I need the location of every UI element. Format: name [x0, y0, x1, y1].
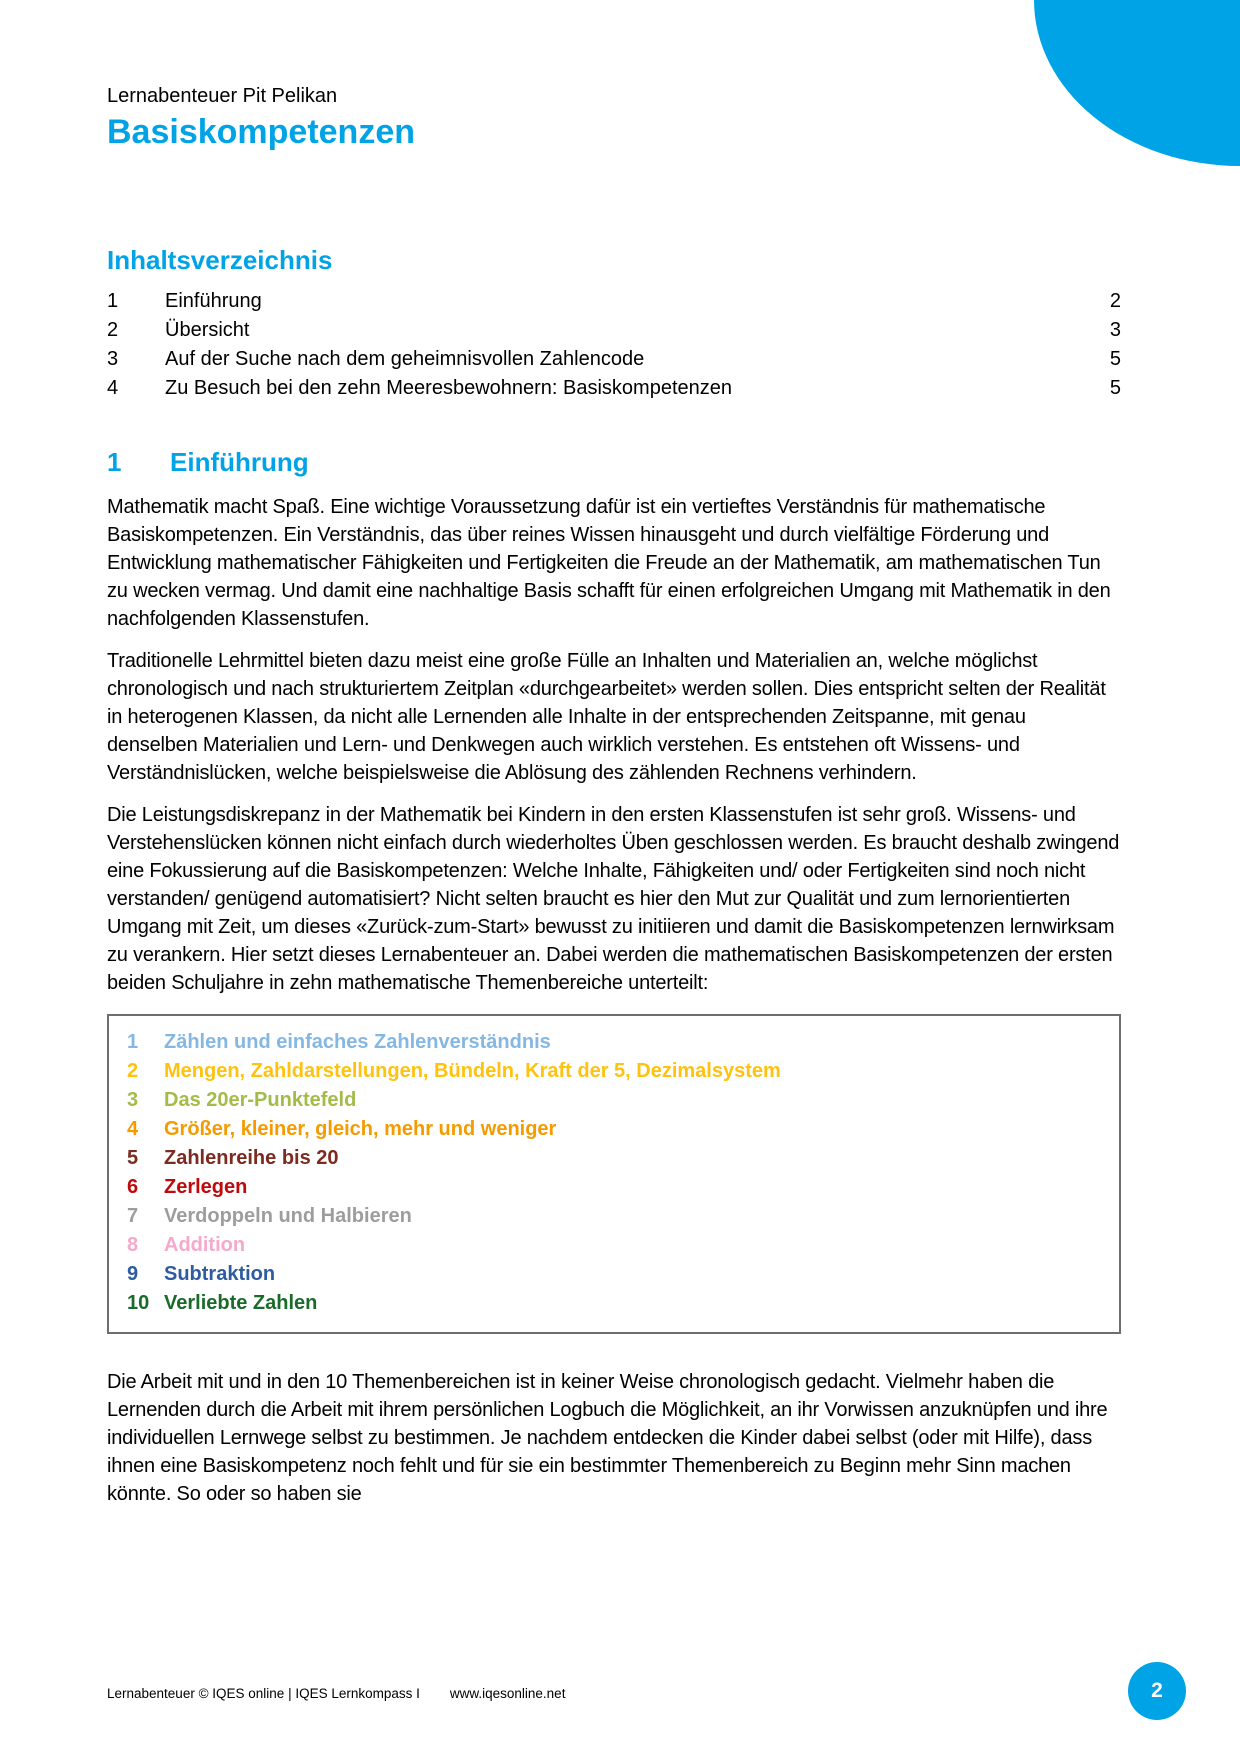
body-paragraph: Mathematik macht Spaß. Eine wichtige Voraussetzung dafür ist ein vertieftes Verständnis für mathematische Basiskompetenzen. Ein Verständnis, das über reines Wissen hinausgeht und durch vielfältige Förderung und Entwicklung mathematischer Fähigkeiten und Fertigkeiten die Freude an der Mathematik, am mathematischen Tun zu wecken vermag. Und damit eine nachhaltige Basis schafft für einen erfolgreichen Umgang mit Mathematik in den nachfolgenden Klassenstufen. [107, 496, 1111, 630]
toc-entry-page: 5 [1109, 348, 1121, 370]
topic-item [127, 1086, 1101, 1115]
toc-entry-page: 2 [1109, 290, 1121, 312]
topic-number: 7 [127, 1205, 139, 1227]
table-of-contents [107, 287, 1121, 403]
section-title: Einführung [170, 447, 309, 477]
body-paragraph: Die Arbeit mit und in den 10 Themenbereichen ist in keiner Weise chronologisch gedacht. Vielmehr haben die Lernenden durch die Arbeit mit ihrem persönlichen Logbuch die Möglichkeit, an ihr Vorwissen anzuknüpfen und ihre individuellen Lernwege selbst zu bestimmen. Je nachdem entdecken die Kinder dabei selbst (oder mit Hilfe), dass ihnen eine Basiskompetenz noch fehlt und für sie ein bestimmter Themenbereich zu Beginn mehr Sinn machen könnte. So oder so haben sie [107, 1371, 1108, 1505]
topic-number: 3 [127, 1089, 139, 1111]
topic-number: 2 [127, 1060, 139, 1082]
toc-entry-label: Einführung [165, 290, 262, 312]
topic-label: Mengen, Zahldarstellungen, Bündeln, Kraft der 5, Dezimalsystem [164, 1060, 781, 1082]
toc-entry [107, 287, 1121, 316]
topic-item [127, 1260, 1101, 1289]
toc-entry [107, 374, 1121, 403]
document-title: Basiskompetenzen [107, 113, 415, 151]
topic-label: Verdoppeln und Halbieren [164, 1205, 412, 1227]
topic-label: Zählen und einfaches Zahlenverständnis [164, 1031, 551, 1053]
toc-entry-label: Übersicht [165, 319, 250, 341]
topic-item [127, 1173, 1101, 1202]
toc-entry-number: 4 [107, 377, 119, 399]
toc-entry-number: 2 [107, 319, 119, 341]
footer-credit: Lernabenteuer © IQES online | IQES Lernkompass I [107, 1686, 420, 1701]
topic-item [127, 1231, 1101, 1260]
topic-label: Subtraktion [164, 1263, 276, 1285]
topic-item [127, 1289, 1101, 1318]
body-paragraph: Traditionelle Lehrmittel bieten dazu meist eine große Fülle an Inhalten und Materialien an, welche möglichst chronologisch und nach strukturiertem Zeitplan «durchgearbeitet» werden sollen. Dies entspricht selten der Realität in heterogenen Klassen, da nicht alle Lernenden alle Inhalte in der entsprechenden Zeitspanne, mit genau denselben Materialien und Lern- und Denkwegen auch wirklich verstehen. Es entstehen oft Wissens- und Verständnislücken, welche beispielsweise die Ablösung des zählenden Rechnens verhindern. [107, 650, 1106, 784]
toc-entry-page: 3 [1109, 319, 1121, 341]
topic-label: Addition [164, 1234, 246, 1256]
topic-number: 5 [127, 1147, 139, 1169]
topic-label: Verliebte Zahlen [164, 1292, 318, 1314]
topic-item [127, 1057, 1101, 1086]
document-kicker: Lernabenteuer Pit Pelikan [107, 85, 338, 107]
toc-entry-label: Zu Besuch bei den zehn Meeresbewohnern: Basiskompetenzen [165, 377, 733, 399]
page-footer [107, 1686, 565, 1702]
topic-label: Zahlenreihe bis 20 [164, 1147, 339, 1169]
toc-heading: Inhaltsverzeichnis [107, 245, 333, 275]
section-heading [107, 447, 1121, 477]
footer-website: www.iqesonline.net [449, 1686, 566, 1701]
topics-box [107, 1014, 1121, 1334]
topic-label: Größer, kleiner, gleich, mehr und weniger [164, 1118, 557, 1140]
topic-number: 8 [127, 1234, 139, 1256]
topic-item [127, 1144, 1101, 1173]
toc-entry-number: 1 [107, 290, 119, 312]
topic-number: 10 [127, 1292, 150, 1314]
topic-number: 9 [127, 1263, 139, 1285]
toc-entry-page: 5 [1109, 377, 1121, 399]
topic-number: 1 [127, 1031, 139, 1053]
toc-entry [107, 345, 1121, 374]
topic-item [127, 1028, 1101, 1057]
topic-label: Zerlegen [164, 1176, 248, 1198]
toc-entry-label: Auf der Suche nach dem geheimnisvollen Zahlencode [165, 348, 645, 370]
topic-number: 4 [127, 1118, 139, 1140]
section-number: 1 [107, 447, 122, 477]
topic-label: Das 20er-Punktefeld [164, 1089, 357, 1111]
topic-item [127, 1115, 1101, 1144]
page-number-badge: 2 [1128, 1662, 1186, 1720]
topic-item [127, 1202, 1101, 1231]
toc-entry [107, 316, 1121, 345]
toc-entry-number: 3 [107, 348, 119, 370]
topic-number: 6 [127, 1176, 139, 1198]
page-content [107, 0, 1121, 1508]
body-paragraph: Die Leistungsdiskrepanz in der Mathematik bei Kindern in den ersten Klassenstufen ist sehr groß. Wissens- und Verstehenslücken können nicht einfach durch wiederholtes Üben geschlossen werden. Es braucht deshalb zwingend eine Fokussierung auf die Basiskompetenzen: Welche Inhalte, Fähigkeiten und/ oder Fertigkeiten sind noch nicht verstanden/ genügend automatisiert? Nicht selten braucht es hier den Mut zur Qualität und zum lernorientierten Umgang mit Zeit, um dieses «Zurück-zum-Start» bewusst zu initiieren und damit die Basiskompetenzen lernwirksam zu verankern. Hier setzt dieses Lernabenteuer an. Dabei werden die mathematischen Basiskompetenzen der ersten beiden Schuljahre in zehn mathematische Themenbereiche unterteilt: [107, 804, 1120, 994]
